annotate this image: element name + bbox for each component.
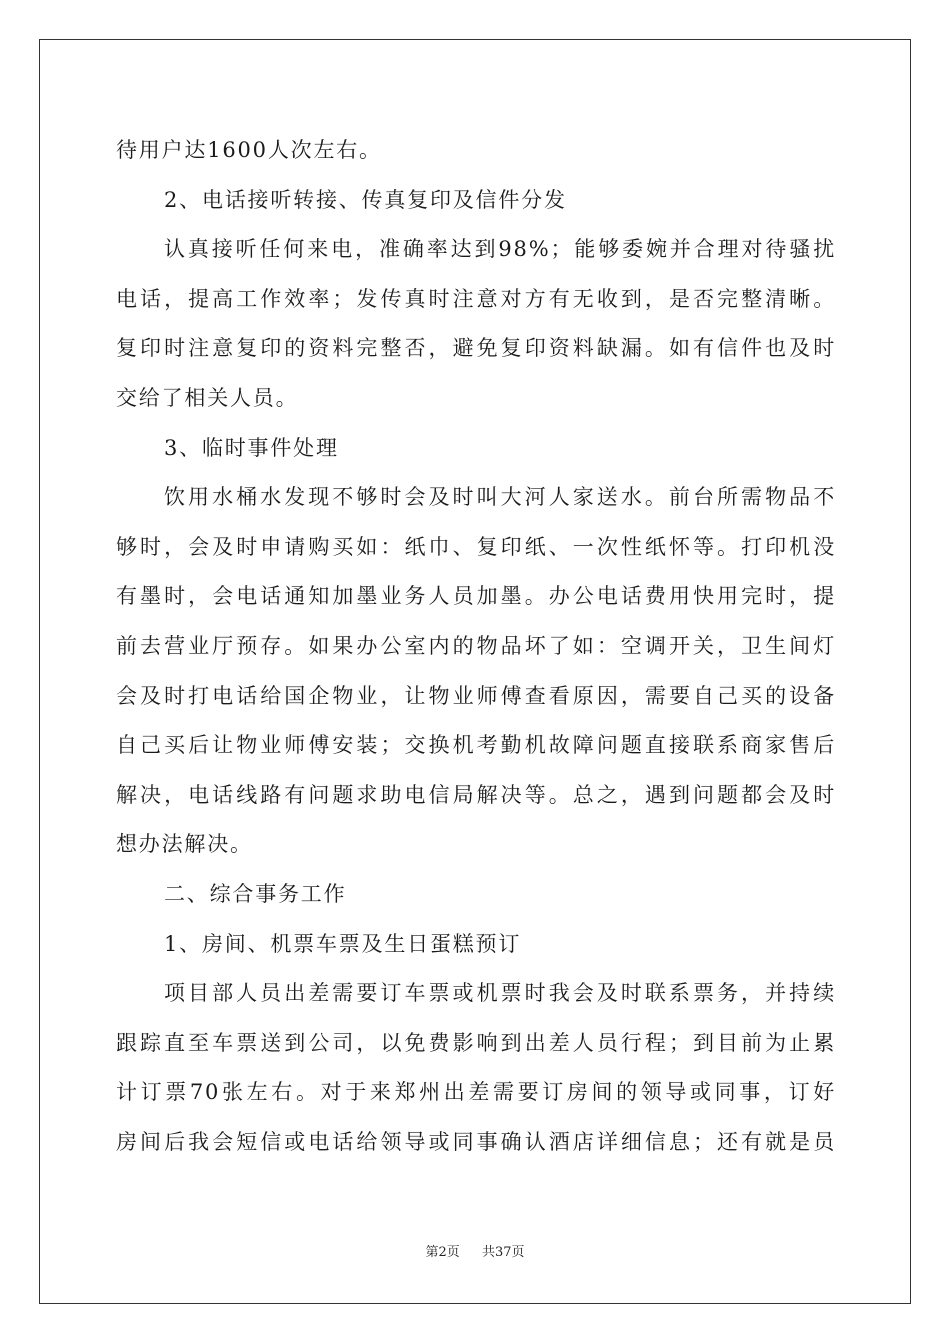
section-heading: 1、房间、机票车票及生日蛋糕预订 — [164, 931, 522, 956]
paragraph-line: 认真接听任何来电，准确率达到98%；能够委婉并合理对待骚扰 — [164, 237, 836, 262]
paragraph-line: 自己买后让物业师傅安装；交换机考勤机故障问题直接联系商家售后 — [116, 733, 836, 758]
page-total: 共37页 — [482, 1245, 525, 1260]
paragraph-line: 电话，提高工作效率；发传真时注意对方有无收到，是否完整清晰。 — [116, 286, 836, 311]
paragraph-line: 想办法解决。 — [116, 832, 253, 857]
paragraph-line: 饮用水桶水发现不够时会及时叫大河人家送水。前台所需物品不 — [164, 485, 836, 510]
paragraph-line: 复印时注意复印的资料完整否，避免复印资料缺漏。如有信件也及时 — [116, 336, 836, 361]
page-footer — [0, 1241, 950, 1260]
paragraph-line: 有墨时，会电话通知加墨业务人员加墨。办公电话费用快用完时，提 — [116, 584, 836, 609]
paragraph-line: 计订票70张左右。对于来郑州出差需要订房间的领导或同事，订好 — [116, 1080, 836, 1105]
paragraph-line: 跟踪直至车票送到公司，以免费影响到出差人员行程；到目前为止累 — [116, 1030, 836, 1055]
section-heading: 2、电话接听转接、传真复印及信件分发 — [164, 187, 567, 212]
paragraph-line: 项目部人员出差需要订车票或机票时我会及时联系票务，并持续 — [164, 981, 836, 1006]
paragraph-line: 交给了相关人员。 — [116, 385, 299, 410]
paragraph-line: 前去营业厅预存。如果办公室内的物品坏了如：空调开关，卫生间灯 — [116, 633, 836, 658]
paragraph-line: 够时，会及时申请购买如：纸巾、复印纸、一次性纸怀等。打印机没 — [116, 534, 836, 559]
body-line: 待用户达1600人次左右。 — [116, 138, 382, 162]
paragraph-line: 会及时打电话给国企物业，让物业师傅查看原因，需要自己买的设备 — [116, 683, 836, 708]
document-body — [116, 126, 836, 1167]
section-heading: 3、临时事件处理 — [164, 435, 339, 460]
paragraph-line: 解决，电话线路有问题求助电信局解决等。总之，遇到问题都会及时 — [116, 782, 836, 807]
page-number: 第2页 — [425, 1245, 460, 1260]
section-heading: 二、综合事务工作 — [164, 881, 347, 906]
paragraph-line: 房间后我会短信或电话给领导或同事确认酒店详细信息；还有就是员 — [116, 1129, 836, 1154]
